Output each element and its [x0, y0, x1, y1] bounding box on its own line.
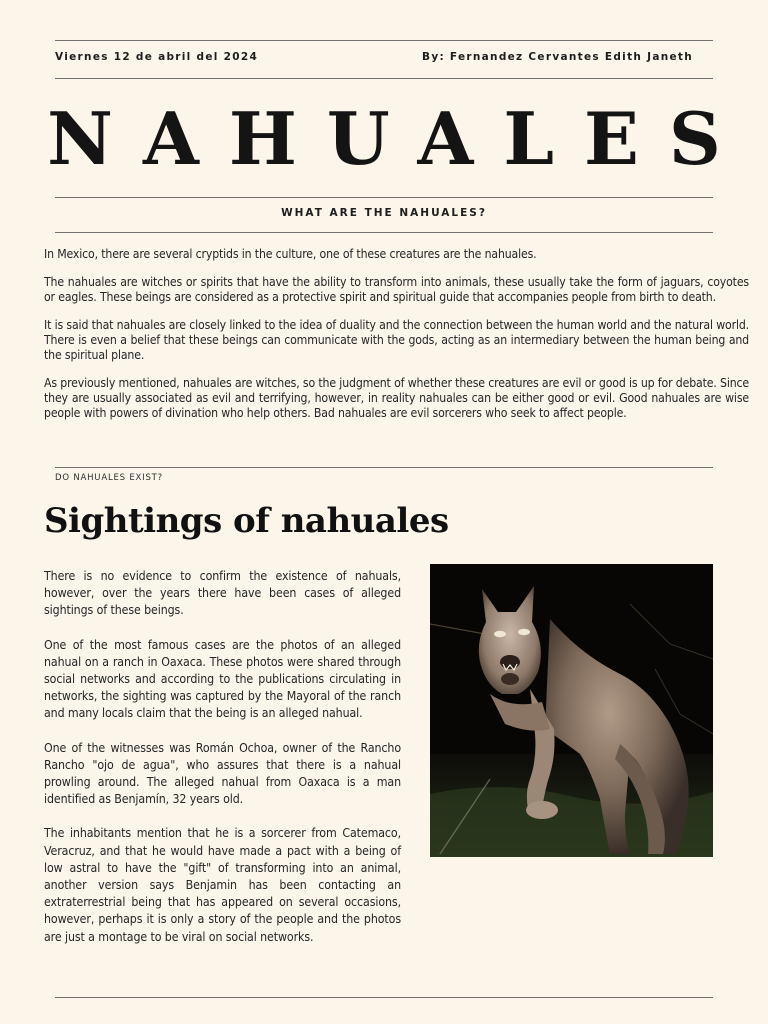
bottom-rule [55, 997, 713, 998]
intro-paragraph: The nahuales are witches or spirits that have the ability to transform into animals, these usually take the form of jaguars, coyotes or eagles. These beings are considered as a protective spirit and spiritual guide that accompanies people from birth to death. [44, 275, 749, 304]
intro-heading: WHAT ARE THE NAHUALES? [281, 207, 487, 219]
intro-article [44, 247, 749, 434]
masthead-rule [55, 197, 713, 198]
nahual-photo [430, 564, 713, 857]
top-rule [55, 40, 713, 41]
sightings-paragraph: There is no evidence to confirm the existence of nahuals, however, over the years there have been cases of alleged sightings of these beings. [44, 569, 401, 618]
intro-paragraph: As previously mentioned, nahuales are witches, so the judgment of whether these creatures are evil or good is up for debate. Since they are usually associated as evil and terrifying, however, in reality nahuales can be either good or evil. Good nahuales are wise people with powers of divination who help others. Bad nahuales are evil sorcerers who seek to affect people. [44, 376, 749, 420]
section-kicker: DO NAHUALES EXIST? [55, 473, 163, 483]
sightings-paragraph: The inhabitants mention that he is a sorcerer from Catemaco, Veracruz, and that he would have made a pact with a being of low astral to have the "gift" of transforming into an animal, another version says Benjamin has been contacting an extraterrestrial being that has appeared on several occasions, however, perhaps it is only a story of the people and the photos are just a montage to be viral on social networks. [44, 826, 401, 944]
sightings-paragraph: One of the most famous cases are the photos of an alleged nahual on a ranch in Oaxaca. These photos were shared through social networks and according to the publications circulating in networks, the sighting was captured by the Mayoral of the ranch and many locals claim that the being is an alleged nahual. [44, 637, 401, 721]
sightings-article [44, 568, 401, 963]
intro-paragraph: It is said that nahuales are closely linked to the idea of duality and the connection between the human world and the natural world. There is even a belief that these beings can communicate with the gods, acting as an intermediary between the human being and the spiritual plane. [44, 318, 749, 362]
section-rule [55, 467, 713, 468]
nahual-creature-image [430, 564, 713, 857]
section-title: Sightings of nahuales [44, 501, 449, 541]
header-rule [55, 78, 713, 79]
author-byline: By: Fernandez Cervantes Edith Janeth [422, 51, 693, 63]
sightings-paragraph: One of the witnesses was Román Ochoa, owner of the Rancho Rancho "ojo de agua", who assures that there is a nahual prowling around. The alleged nahual from Oaxaca is a man identified as Benjamín, 32 years old. [44, 740, 401, 807]
issue-date: Viernes 12 de abril del 2024 [55, 51, 259, 63]
masthead-title: NAHUALES [47, 96, 751, 181]
intro-heading-rule [55, 232, 713, 233]
intro-paragraph: In Mexico, there are several cryptids in the culture, one of these creatures are the nahuales. [44, 247, 537, 261]
